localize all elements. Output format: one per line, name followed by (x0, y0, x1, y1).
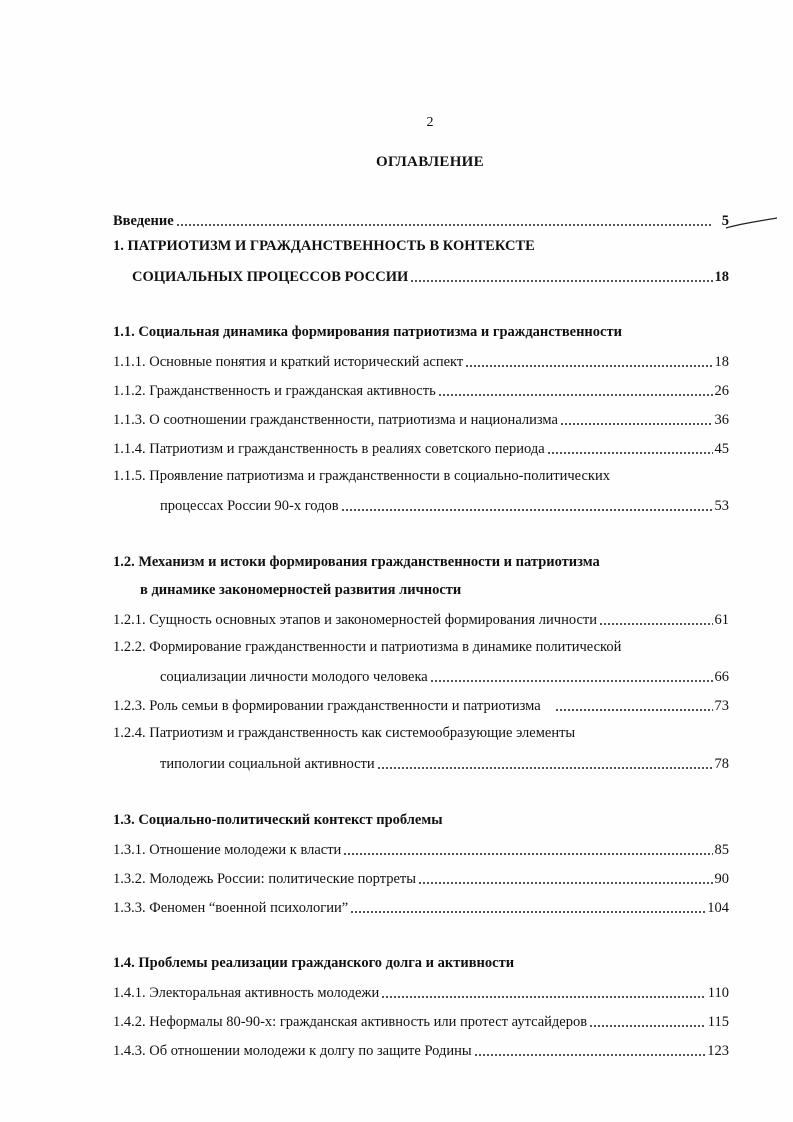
toc-entry[interactable] (113, 407, 729, 429)
leader-dots (176, 211, 713, 227)
toc-entry-page: 61 (714, 612, 729, 628)
toc-entry-label-line1: 1.1.5. Проявление патриотизма и гражданственности в социально-политических (113, 468, 610, 484)
toc-entry-label: Введение (113, 213, 174, 229)
toc-entry[interactable] (113, 607, 729, 629)
toc-entry-page: 5 (721, 213, 729, 229)
toc-entry[interactable] (113, 895, 729, 917)
toc-entry[interactable] (113, 1038, 729, 1060)
toc-entry-label: 1.2.1. Сущность основных этапов и закономерностей формирования личности (113, 612, 597, 628)
toc-entry-label: 1.3.2. Молодежь России: политические портреты (113, 871, 416, 887)
toc-entry-page: 36 (714, 412, 729, 428)
toc-entry-chapter-1[interactable] (132, 264, 729, 286)
toc-entry[interactable] (113, 980, 729, 1002)
leader-dots (418, 869, 713, 885)
toc-entry-label: типологии социальной активности (160, 756, 375, 772)
toc-entry-page: 115 (707, 1014, 729, 1030)
toc-entry-label: 1.4.3. Об отношении молодежи к долгу по защите Родины (113, 1043, 472, 1059)
toc-entry-label: СОЦИАЛЬНЫХ ПРОЦЕССОВ РОССИИ (132, 269, 409, 285)
leader-dots (589, 1012, 706, 1028)
toc-entry-label-line1: 1.2.4. Патриотизм и гражданственность как системообразующие элементы (113, 725, 576, 741)
leader-dots (474, 1041, 706, 1057)
toc-entry-label: 1.4.1. Электоральная активность молодежи (113, 985, 380, 1001)
leader-dots (341, 496, 713, 512)
section-1-1-title: 1.1. Социальная динамика формирования патриотизма и гражданственности (113, 324, 622, 340)
toc-entry[interactable] (160, 751, 729, 773)
toc-entry-intro[interactable] (113, 208, 729, 230)
toc-entry-label: процессах России 90-х годов (160, 498, 339, 514)
section-1-3-title: 1.3. Социально-политический контекст проблемы (113, 812, 443, 828)
leader-dots (343, 840, 712, 856)
toc-entry-page: 26 (714, 383, 729, 399)
section-1-4-title: 1.4. Проблемы реализации гражданского долга и активности (113, 955, 515, 971)
toc-entry-page: 85 (714, 842, 729, 858)
toc-entry[interactable] (113, 436, 729, 458)
leader-dots (438, 381, 713, 397)
toc-entry[interactable] (113, 378, 729, 400)
section-1-2-title: 1.2. Механизм и истоки формирования гражданственности и патриотизма (113, 554, 600, 570)
toc-entry-label: 1.1.1. Основные понятия и краткий исторический аспект (113, 354, 464, 370)
leader-dots (599, 610, 713, 626)
toc-title: ОГЛАВЛЕНИЕ (376, 154, 484, 170)
toc-entry-page: 123 (707, 1043, 729, 1059)
toc-entry[interactable] (160, 493, 729, 515)
leader-dots (350, 898, 705, 914)
toc-entry-page: 45 (714, 441, 729, 457)
toc-entry[interactable] (113, 349, 729, 371)
leader-dots (547, 439, 713, 455)
leader-dots (465, 352, 712, 368)
toc-entry[interactable] (113, 1009, 729, 1031)
toc-entry-label: 1.1.4. Патриотизм и гражданственность в реалиях советского периода (113, 441, 545, 457)
toc-entry-label: социализации личности молодого человека (160, 669, 428, 685)
toc-entry[interactable] (113, 693, 729, 715)
toc-entry-page: 110 (707, 985, 729, 1001)
section-1-2-title-line2: в динамике закономерностей развития личности (140, 582, 462, 598)
toc-entry-page: 90 (714, 871, 729, 887)
leader-dots (430, 667, 713, 683)
leader-dots (410, 267, 712, 283)
toc-entry[interactable] (160, 664, 729, 686)
toc-entry-page: 53 (714, 498, 729, 514)
toc-entry-label: 1.3.1. Отношение молодежи к власти (113, 842, 342, 858)
leader-dots (560, 410, 713, 426)
chapter-1-title: 1. ПАТРИОТИЗМ И ГРАЖДАНСТВЕННОСТЬ В КОНТЕКСТЕ (113, 238, 535, 254)
page-number: 2 (426, 115, 434, 130)
leader-dots (381, 983, 706, 999)
pen-mark (724, 214, 779, 234)
leader-dots (377, 754, 713, 770)
toc-entry-label: 1.3.3. Феномен “военной психологии” (113, 900, 349, 916)
toc-entry[interactable] (113, 837, 729, 859)
toc-entry-page: 78 (714, 756, 729, 772)
toc-entry-label: 1.4.2. Неформалы 80-90-х: гражданская активность или протест аутсайдеров (113, 1014, 588, 1030)
toc-entry-page: 18 (714, 269, 729, 285)
toc-entry-page: 18 (714, 354, 729, 370)
toc-entry-label-line1: 1.2.2. Формирование гражданственности и патриотизма в динамике политической (113, 639, 622, 655)
leader-dots (555, 696, 713, 712)
toc-entry-page: 73 (714, 698, 729, 714)
toc-entry[interactable] (113, 866, 729, 888)
toc-entry-label: 1.2.3. Роль семьи в формировании гражданственности и патриотизма (113, 698, 541, 714)
toc-entry-page: 104 (707, 900, 729, 916)
toc-entry-label: 1.1.2. Гражданственность и гражданская активность (113, 383, 436, 399)
toc-entry-page: 66 (714, 669, 729, 685)
toc-entry-label: 1.1.3. О соотношении гражданственности, патриотизма и национализма (113, 412, 558, 428)
